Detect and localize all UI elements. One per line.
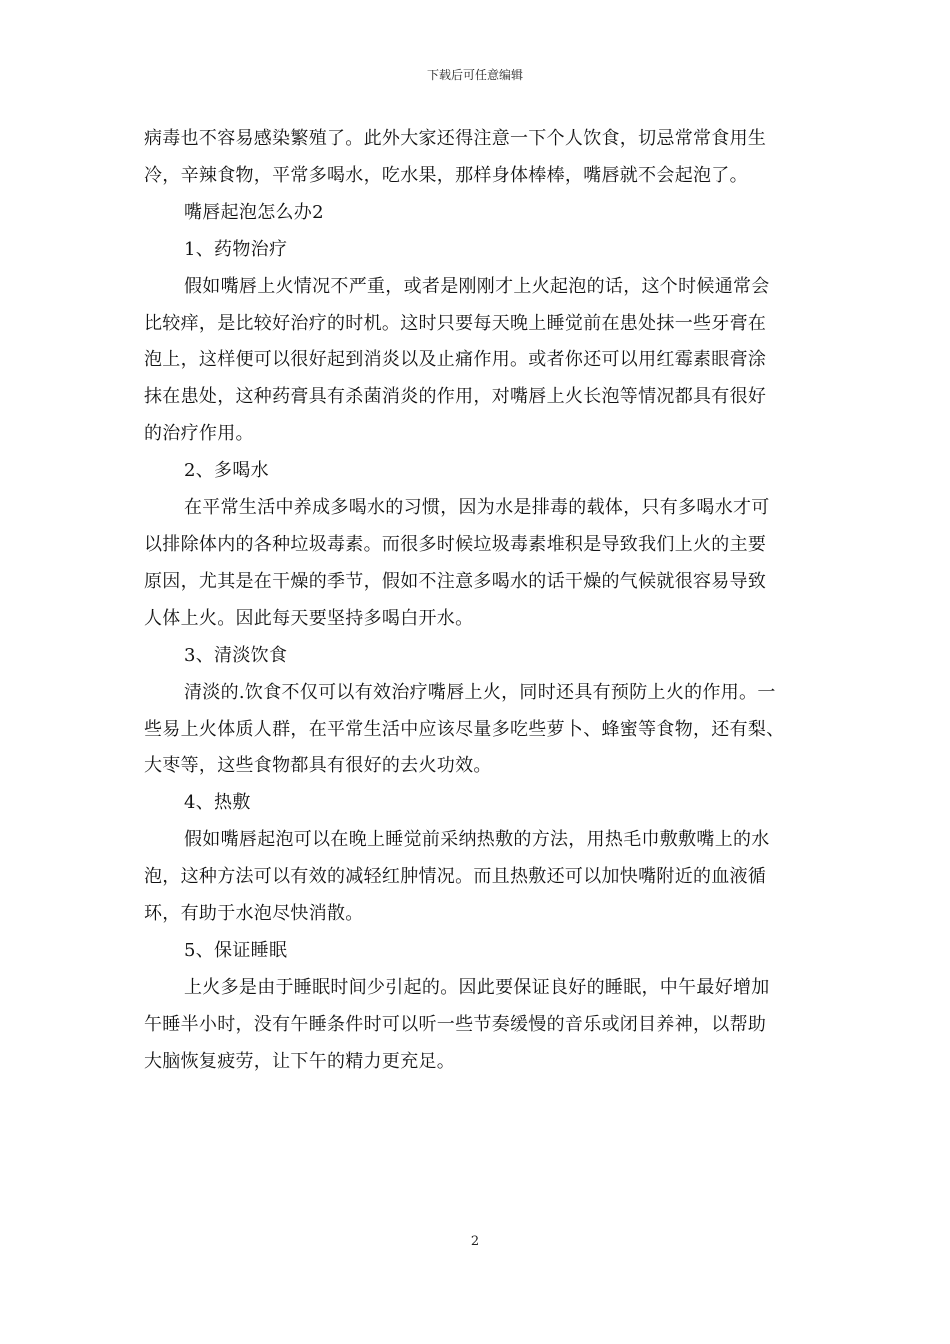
- item-heading: 4、热敷: [184, 792, 251, 814]
- text-line: 泡，这种方法可以有效的减轻红肿情况。而且热敷还可以加快嘴附近的血液循: [144, 866, 767, 888]
- text-line: 些易上火体质人群，在平常生活中应该尽量多吃些萝卜、蜂蜜等食物，还有梨、: [144, 718, 785, 740]
- item-heading: 1、药物治疗: [184, 238, 288, 260]
- text-line: 比较痒，是比较好治疗的时机。这时只要每天晚上睡觉前在患处抹一些牙膏在: [144, 312, 767, 334]
- text-line: 假如嘴唇起泡可以在晚上睡觉前采纳热敷的方法，用热毛巾敷敷嘴上的水: [184, 829, 770, 851]
- text-line: 午睡半小时，没有午睡条件时可以听一些节奏缓慢的音乐或闭目养神，以帮助: [144, 1013, 767, 1035]
- text-line: 原因，尤其是在干燥的季节，假如不注意多喝水的话干燥的气候就很容易导致: [144, 570, 767, 592]
- item-heading: 2、多喝水: [184, 460, 269, 482]
- section-title: 嘴唇起泡怎么办2: [184, 201, 324, 223]
- text-line: 假如嘴唇上火情况不严重，或者是刚刚才上火起泡的话，这个时候通常会: [184, 275, 770, 297]
- text-line: 抹在患处，这种药膏具有杀菌消炎的作用，对嘴唇上火长泡等情况都具有很好: [144, 386, 767, 408]
- text-line: 大枣等，这些食物都具有很好的去火功效。: [144, 755, 492, 777]
- item-heading: 3、清淡饮食: [184, 644, 288, 666]
- text-line: 冷，辛辣食物，平常多喝水，吃水果，那样身体棒棒，嘴唇就不会起泡了。: [144, 164, 748, 186]
- page-number: 2: [470, 1234, 480, 1249]
- intro-paragraph: [144, 121, 814, 195]
- text-line: 清淡的.饮食不仅可以有效治疗嘴唇上火，同时还具有预防上火的作用。一: [184, 681, 776, 703]
- text-line: 环，有助于水泡尽快消散。: [144, 903, 364, 925]
- text-line: 病毒也不容易感染繁殖了。此外大家还得注意一下个人饮食，切忌常常食用生: [144, 128, 767, 149]
- text-line: 人体上火。因此每天要坚持多喝白开水。: [144, 607, 474, 629]
- text-line: 泡上，这样便可以很好起到消炎以及止痛作用。或者你还可以用红霉素眼膏涂: [144, 349, 767, 371]
- item-heading: 5、保证睡眠: [184, 939, 288, 961]
- body-text: [144, 121, 814, 1081]
- header-note: 下载后可任意编辑: [426, 68, 523, 82]
- text-line: 大脑恢复疲劳，让下午的精力更充足。: [144, 1050, 456, 1072]
- item-paragraph: [144, 269, 814, 454]
- item-paragraph: [144, 490, 814, 638]
- item-paragraph: [144, 675, 814, 786]
- text-line: 的治疗作用。: [144, 423, 254, 445]
- text-line: 上火多是由于睡眠时间少引起的。因此要保证良好的睡眠，中午最好增加: [184, 976, 770, 998]
- item-paragraph: [144, 970, 814, 1081]
- text-line: 以排除体内的各种垃圾毒素。而很多时候垃圾毒素堆积是导致我们上火的主要: [144, 533, 767, 555]
- text-line: 在平常生活中养成多喝水的习惯，因为水是排毒的载体，只有多喝水才可: [184, 497, 770, 519]
- item-paragraph: [144, 822, 814, 933]
